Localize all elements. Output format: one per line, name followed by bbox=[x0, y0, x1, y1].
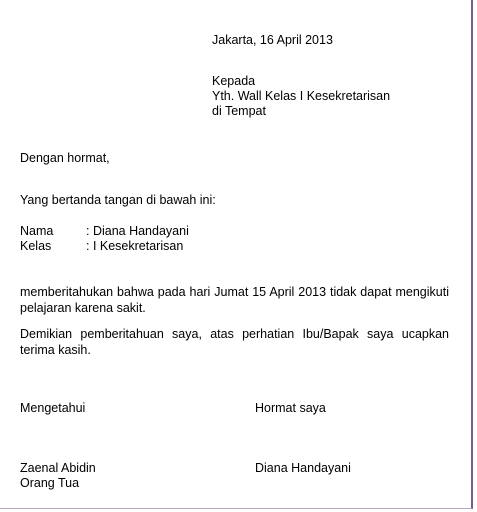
signature-right-name: Diana Handayani bbox=[255, 461, 351, 475]
recipient-to: Kepada bbox=[212, 74, 256, 88]
identity-row-class bbox=[20, 239, 183, 254]
signature-right-heading: Hormat saya bbox=[255, 401, 326, 415]
signature-left-name: Zaenal Abidin bbox=[20, 461, 96, 475]
identity-row-name bbox=[20, 224, 189, 239]
salutation: Dengan hormat, bbox=[20, 151, 110, 165]
intro-text: Yang bertanda tangan di bawah ini: bbox=[20, 193, 216, 207]
identity-value: : I Kesekretarisan bbox=[86, 239, 184, 253]
body-paragraph: memberitahukan bahwa pada hari Jumat 15 April 2013 tidak dapat mengikuti pelajaran karena sakit. bbox=[20, 285, 449, 315]
place-date: Jakarta, 16 April 2013 bbox=[212, 33, 333, 47]
signature-left-role: Orang Tua bbox=[20, 476, 80, 490]
recipient-place: di Tempat bbox=[212, 104, 266, 118]
signature-left-heading: Mengetahui bbox=[20, 401, 86, 415]
identity-value: : Diana Handayani bbox=[86, 224, 189, 238]
closing-paragraph: Demikian pemberitahuan saya, atas perhatian Ibu/Bapak saya ucapkan terima kasih. bbox=[20, 327, 449, 357]
identity-label: Nama bbox=[20, 224, 54, 238]
identity-label: Kelas bbox=[20, 239, 52, 253]
recipient-name: Yth. Wall Kelas I Kesekretarisan bbox=[212, 89, 391, 103]
